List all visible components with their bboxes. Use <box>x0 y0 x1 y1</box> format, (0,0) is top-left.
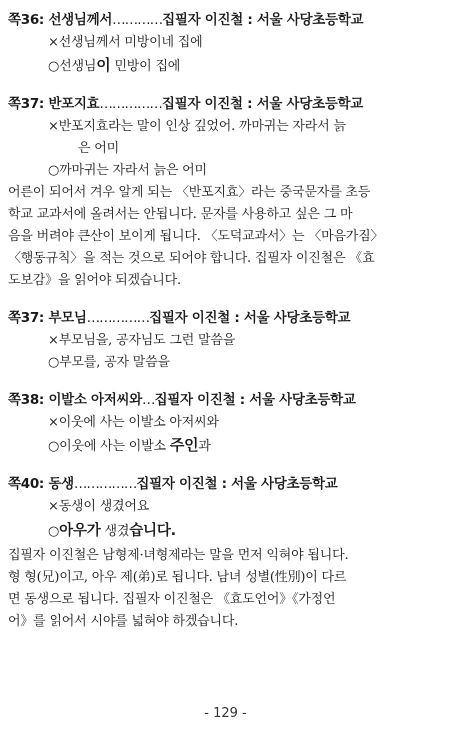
leader-dots: …………… <box>86 310 150 326</box>
author-line: 집필자 이진철 : 서울 사당초등학교 <box>162 12 364 28</box>
correct-text: ○선생님 <box>48 59 97 74</box>
commentary-line: 어》를 읽어서 시야를 넓혀야 하겠습니다. <box>8 614 239 629</box>
correct-emphasis: 주인 <box>169 436 199 454</box>
page-ref: 쪽38: <box>8 392 45 408</box>
wrong-example-cont: 은 어미 <box>78 141 120 156</box>
page-number: - 129 - <box>204 706 247 721</box>
correct-emphasis: 습니다. <box>129 523 176 539</box>
commentary-line: 도보감》을 읽어야 되겠습니다. <box>8 273 181 288</box>
correct-example <box>8 434 441 458</box>
correct-example <box>8 518 441 545</box>
leader-dots: …………… <box>99 96 162 112</box>
correct-example: ○까마귀는 자라서 늙은 어미 <box>48 163 207 178</box>
page-ref: 쪽37: <box>8 310 45 326</box>
commentary-line: 형 형(兄)이고, 아우 제(弟)로 됩니다. 남녀 성별(性別)이 다르 <box>8 570 347 585</box>
wrong-example: ×부모님을, 공자님도 그런 말씀을 <box>48 333 236 348</box>
entry-page36 <box>8 8 441 78</box>
entry-title: 반포지효 <box>48 96 100 112</box>
entry-title: 동생 <box>48 476 74 492</box>
commentary-line: 어른이 되어서 겨우 알게 되는 〈반포지효〉라는 중국문자를 초등 <box>8 185 371 200</box>
commentary-line: 학교 교과서에 올려서는 안됩니다. 문자를 사용하고 싶은 그 마 <box>8 207 353 222</box>
entry-heading <box>8 92 441 116</box>
entry-title: 부모님 <box>48 310 87 326</box>
author-line: 집필자 이진철 : 서울 사당초등학교 <box>161 96 363 112</box>
entry-page37-bumo <box>8 306 441 374</box>
commentary-line: 음을 버려야 큰산이 보이게 됩니다. 〈도덕교과서〉는 〈마음가짐〉 <box>8 229 384 244</box>
entry-title: 이발소 아저씨와 <box>48 392 143 408</box>
wrong-example: ×반포지효라는 말이 인상 깊었어. 까마귀는 자라서 늙 <box>48 119 346 134</box>
entry-page38 <box>8 388 441 458</box>
entry-page40 <box>8 472 441 633</box>
correct-example: ○부모를, 공자 말씀을 <box>48 355 170 370</box>
wrong-example: ×선생님께서 미방이네 집에 <box>48 35 203 50</box>
correct-text: ○이웃에 사는 이발소 <box>48 439 170 454</box>
correct-example <box>8 54 441 78</box>
correct-text: 과 <box>198 439 211 454</box>
entry-heading <box>8 472 441 496</box>
correct-emphasis: 이 <box>96 56 111 74</box>
wrong-example: ×동생이 생겼어요 <box>48 499 150 514</box>
author-line: 집필자 이진철 : 서울 사당초등학교 <box>154 392 356 408</box>
commentary-line: 면 동생으로 됩니다. 집필자 이진철은 《효도언어》《가정언 <box>8 592 336 607</box>
correct-text: 생겼 <box>100 524 130 539</box>
correct-text: ○ <box>48 524 60 539</box>
entry-heading <box>8 388 441 412</box>
commentary-line: 〈행동규칙〉을 적는 것으로 되어야 합니다. 집필자 이진철은 《효 <box>8 251 375 266</box>
leader-dots: … <box>142 392 155 408</box>
author-line: 집필자 이진철 : 서울 사당초등학교 <box>136 476 338 492</box>
correct-text: 민방이 집에 <box>110 59 181 74</box>
author-line: 집필자 이진철 : 서울 사당초등학교 <box>149 310 351 326</box>
entry-heading <box>8 8 441 32</box>
page-ref: 쪽36: <box>8 12 45 28</box>
leader-dots: ………… <box>112 12 163 28</box>
wrong-example: ×이웃에 사는 이발소 아저씨와 <box>48 415 219 430</box>
commentary-line: 집필자 이진철은 남형제·녀형제라는 말을 먼저 익혀야 됩니다. <box>8 548 349 563</box>
page-ref: 쪽37: <box>8 96 45 112</box>
page-ref: 쪽40: <box>8 476 45 492</box>
entry-title: 선생님께서 <box>48 12 113 28</box>
entry-heading <box>8 306 441 330</box>
entry-page37-banpo <box>8 92 441 292</box>
leader-dots: …………… <box>73 476 137 492</box>
correct-emphasis: 아우가 <box>59 523 101 539</box>
